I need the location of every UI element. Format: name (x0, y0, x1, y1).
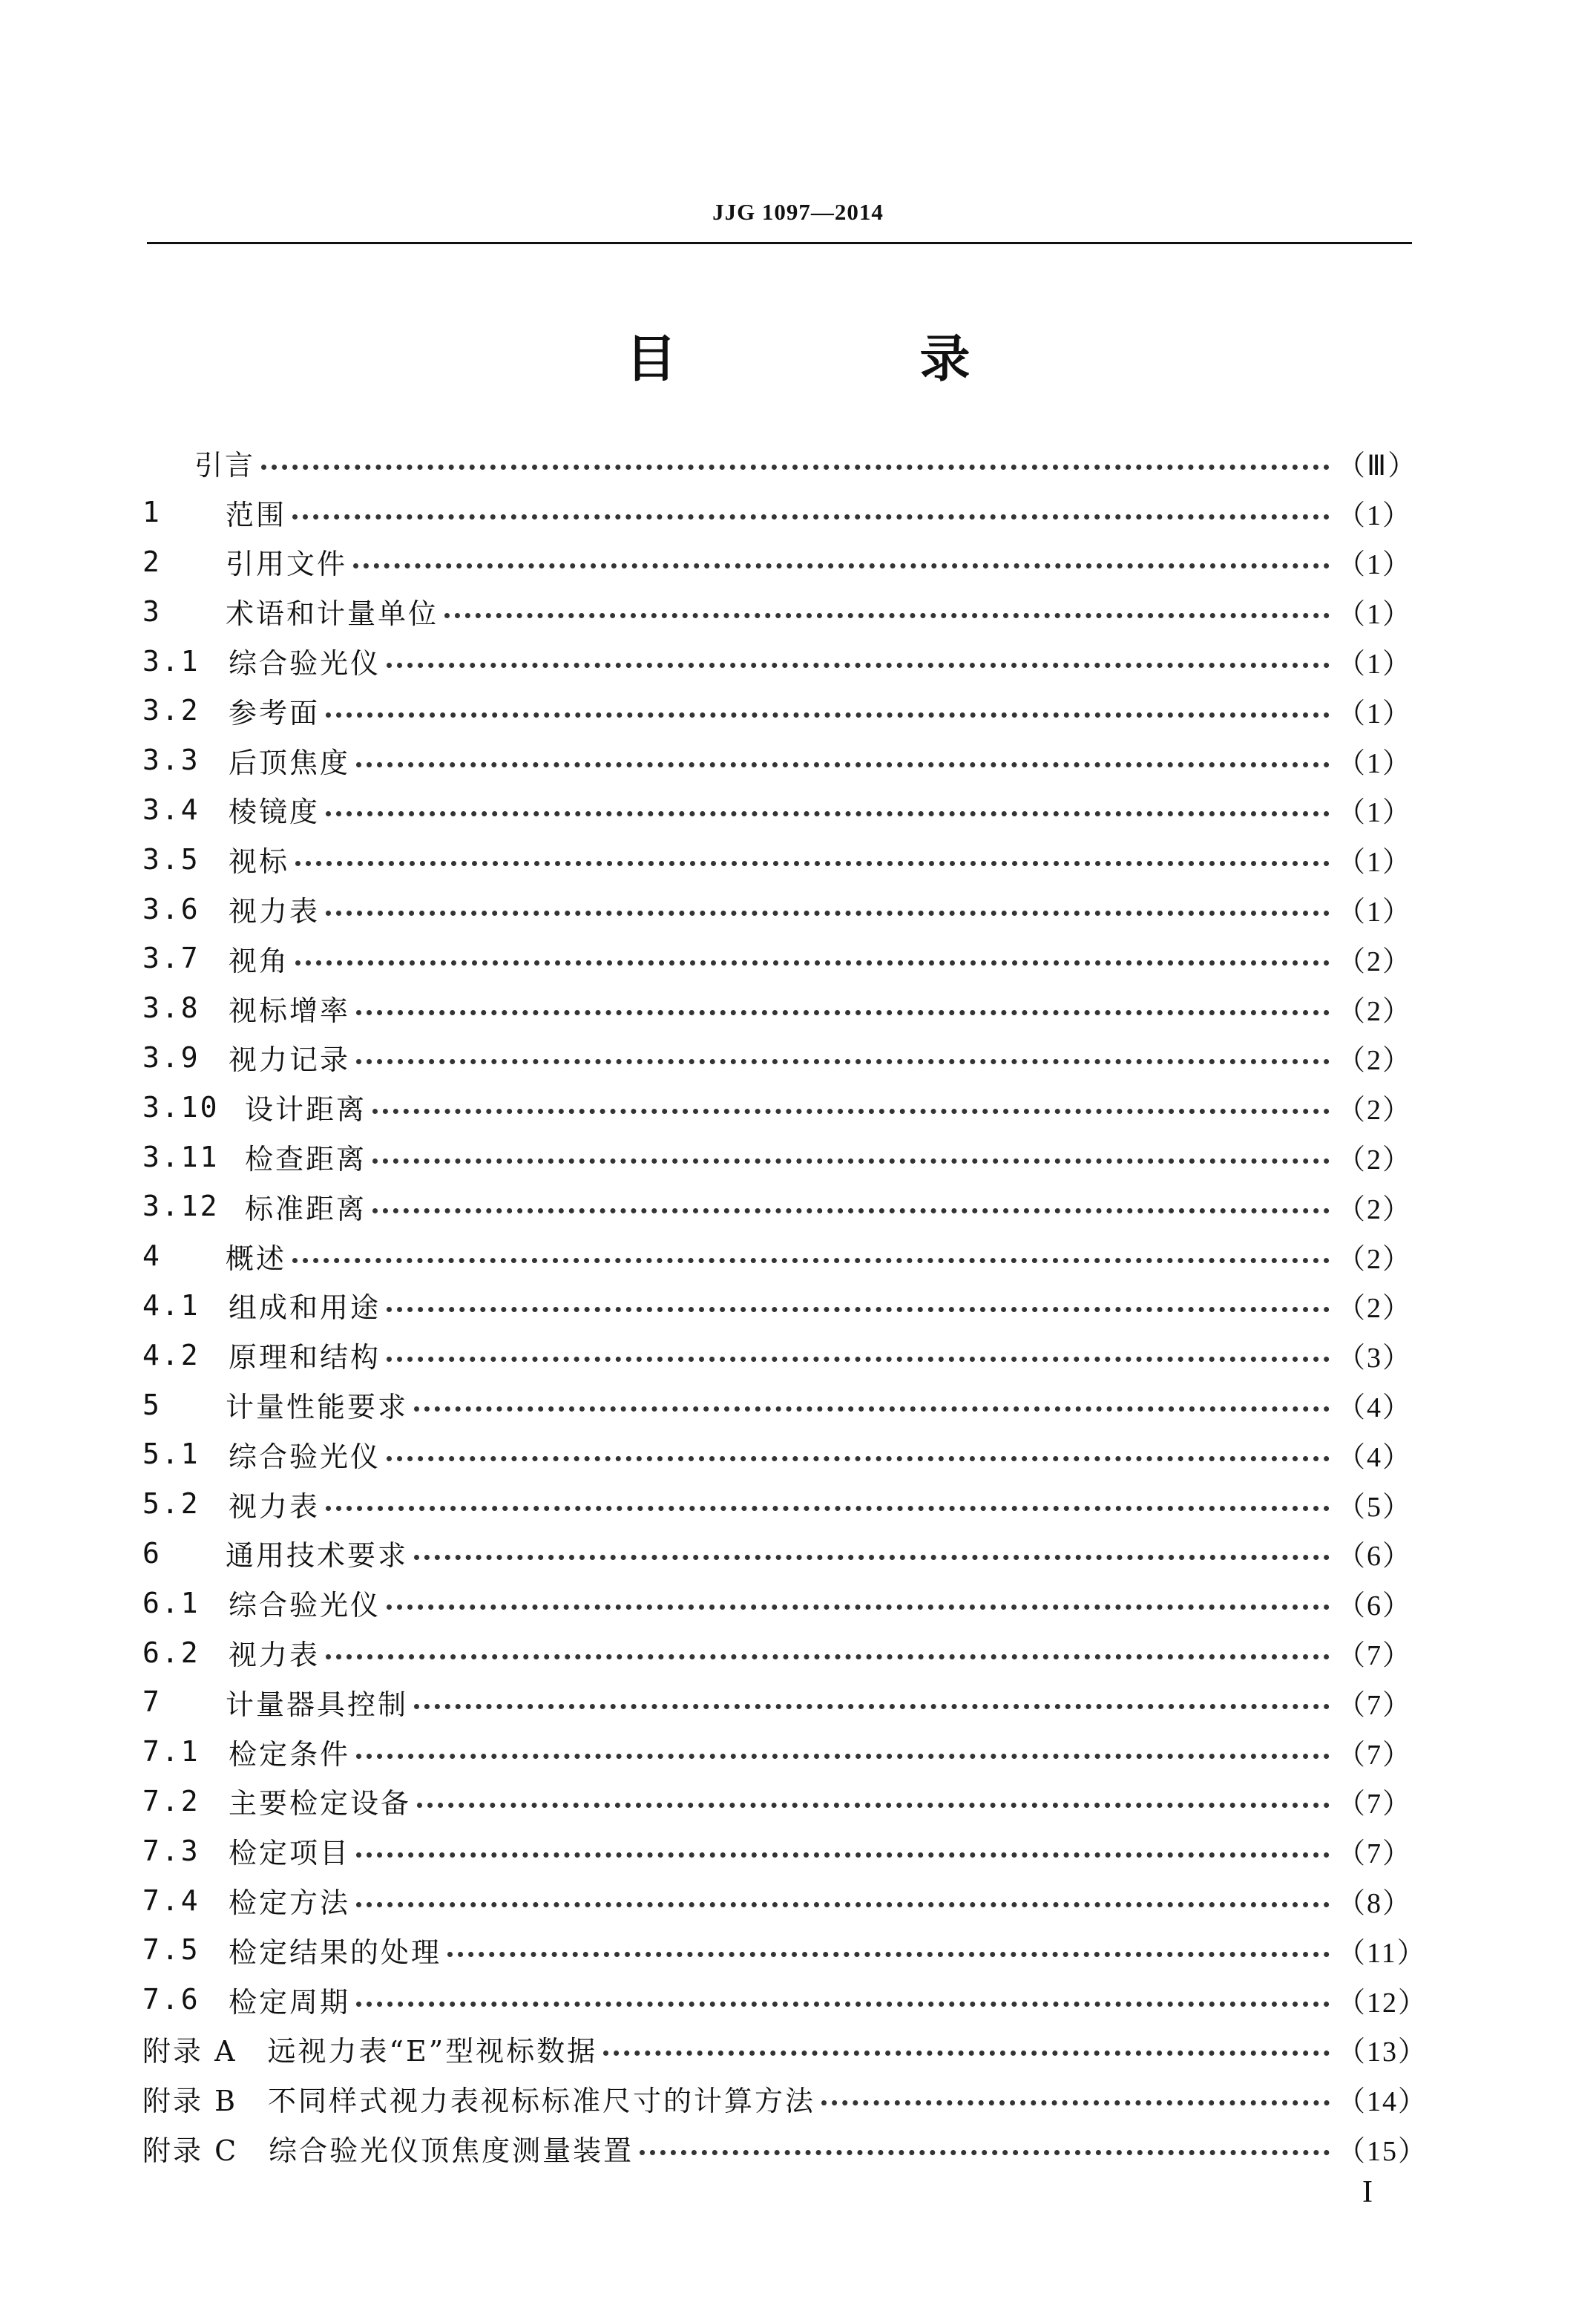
toc-dot-leader (372, 1158, 1330, 1164)
toc-entry-number: 1 (142, 496, 162, 529)
toc-entry-label: 组成和用途 (229, 1291, 381, 1325)
toc-entry-page: （7） (1337, 1789, 1413, 1820)
toc-entry-label: 附录 A 远视力表“E”型视标数据 (142, 2035, 598, 2068)
toc-entry-label: 计量性能要求 (226, 1391, 409, 1424)
toc-entry[interactable] (142, 1777, 1411, 1826)
toc-entry-number: 5 (142, 1388, 162, 1421)
toc-entry-number: 7.6 (142, 1983, 200, 2016)
header-rule (147, 242, 1412, 244)
toc-entry-page: （2） (1337, 1243, 1413, 1275)
toc-entry[interactable] (142, 1132, 1411, 1181)
toc-dot-leader (292, 514, 1330, 519)
toc-entry[interactable] (142, 1380, 1411, 1429)
toc-entry-page: （2） (1337, 1144, 1413, 1176)
toc-entry-label: 检定项目 (229, 1837, 351, 1870)
toc-entry-page: （2） (1337, 995, 1413, 1027)
toc-entry-number: 4.2 (142, 1338, 200, 1371)
toc-entry-number: 3.2 (142, 694, 200, 727)
toc-entry-label: 综合验光仪 (229, 647, 381, 681)
toc-entry[interactable] (142, 983, 1411, 1033)
toc-entry-page: （1） (1337, 698, 1413, 730)
toc-entry[interactable] (142, 2025, 1428, 2074)
toc-entry-page: （1） (1337, 797, 1413, 829)
toc-entry[interactable] (142, 1281, 1411, 1331)
toc-entry-page: （1） (1337, 897, 1413, 928)
toc-entry-label: 引用文件 (226, 548, 348, 581)
toc-entry-label: 通用技术要求 (226, 1539, 409, 1573)
toc-entry-number: 7.3 (142, 1834, 200, 1867)
toc-entry-page: （1） (1337, 549, 1413, 581)
toc-entry-number: 7.2 (142, 1784, 200, 1818)
toc-entry-number: 6 (142, 1536, 162, 1570)
toc-entry-page: （15） (1337, 2135, 1428, 2167)
toc-dot-leader (356, 1059, 1330, 1064)
toc-dot-leader (387, 1307, 1330, 1312)
toc-dot-leader (356, 1902, 1330, 1907)
toc-entry-page: （1） (1337, 747, 1413, 779)
toc-entry-label: 视力表 (229, 1639, 321, 1672)
toc-dot-leader (387, 1605, 1330, 1610)
toc-entry-page: （8） (1337, 1888, 1413, 1919)
toc-entry-page: （6） (1337, 1590, 1413, 1622)
toc-entry-page: （13） (1337, 2036, 1428, 2068)
toc-entry-page: （12） (1337, 1987, 1428, 2019)
toc-entry-page: （7） (1337, 1838, 1413, 1870)
toc-entry-page: （4） (1337, 1392, 1413, 1424)
toc-dot-leader (444, 613, 1330, 618)
toc-dot-leader (295, 960, 1330, 966)
toc-dot-leader (821, 2100, 1330, 2105)
toc-entry-page: （2） (1337, 1045, 1413, 1077)
toc-entry-number: 3.9 (142, 1040, 200, 1074)
toc-entry-number: 3.5 (142, 842, 200, 876)
toc-entry[interactable] (142, 1727, 1411, 1777)
toc-entry-number: 4.1 (142, 1288, 200, 1322)
toc-dot-leader (356, 2002, 1330, 2007)
toc-entry-page: （3） (1337, 1343, 1413, 1374)
toc-entry-label: 检定结果的处理 (229, 1936, 442, 1969)
toc-entry-number: 3.3 (142, 744, 200, 777)
toc-entry-number: 3.8 (142, 992, 200, 1025)
toc-entry[interactable] (142, 1578, 1411, 1628)
toc-dot-leader (326, 1654, 1330, 1659)
toc-entry-page: （2） (1337, 945, 1413, 977)
toc-dot-leader (417, 1803, 1330, 1808)
toc-entry[interactable] (142, 586, 1411, 636)
toc-entry-page: （2） (1337, 1293, 1413, 1325)
toc-entry-label: 视力记录 (229, 1043, 351, 1077)
toc-entry-page: （2） (1337, 1095, 1413, 1127)
toc-entry-number: 5.2 (142, 1487, 200, 1521)
toc-dot-leader (414, 1406, 1330, 1412)
toc-dot-leader (640, 2150, 1330, 2155)
toc-entry-label: 范围 (226, 498, 287, 531)
toc-entry-number: 3.4 (142, 793, 200, 826)
toc-dot-leader (414, 1555, 1330, 1560)
toc-dot-leader (356, 762, 1330, 767)
toc-entry-label: 检定条件 (229, 1737, 351, 1771)
toc-entry[interactable] (142, 1231, 1411, 1281)
toc-entry[interactable] (142, 686, 1411, 735)
toc-entry[interactable] (142, 1826, 1411, 1875)
table-of-contents (142, 438, 1428, 2173)
toc-entry-label: 综合验光仪 (229, 1440, 381, 1473)
toc-entry-page: （14） (1337, 2086, 1428, 2118)
toc-dot-leader (292, 1258, 1330, 1263)
toc-entry-number: 6.1 (142, 1586, 200, 1619)
toc-entry-label: 视力表 (229, 1489, 321, 1523)
toc-entry-label: 视角 (229, 944, 290, 977)
toc-dot-leader (261, 465, 1330, 470)
toc-entry[interactable] (142, 1975, 1428, 2025)
toc-dot-leader (326, 811, 1330, 816)
toc-entry-number: 3.10 (142, 1090, 220, 1124)
toc-dot-leader (372, 1109, 1330, 1114)
toc-entry-label: 术语和计量单位 (226, 597, 439, 631)
toc-entry-number: 7.4 (142, 1884, 200, 1917)
toc-dot-leader (356, 1754, 1330, 1759)
toc-entry-number: 7.5 (142, 1933, 200, 1967)
toc-entry-page: （4） (1337, 1441, 1413, 1473)
toc-entry[interactable] (142, 537, 1411, 587)
toc-entry-page: （6） (1337, 1541, 1413, 1573)
toc-entry[interactable] (142, 1628, 1411, 1677)
toc-entry-number: 3.11 (142, 1140, 220, 1173)
toc-entry-number: 5.1 (142, 1438, 200, 1471)
toc-dot-leader (372, 1208, 1330, 1213)
toc-entry-label: 检定周期 (229, 1985, 351, 2019)
toc-entry-label: 设计距离 (245, 1093, 367, 1127)
toc-entry[interactable] (142, 1529, 1411, 1579)
toc-entry-label: 引言 (194, 448, 256, 482)
toc-entry-number: 3.7 (142, 942, 200, 975)
toc-entry-number: 3 (142, 594, 162, 628)
toc-entry-page: （Ⅲ） (1337, 450, 1418, 482)
toc-entry[interactable] (142, 1181, 1411, 1231)
toc-dot-leader (356, 1852, 1330, 1858)
toc-entry-page: （5） (1337, 1491, 1413, 1523)
toc-entry-label: 参考面 (229, 696, 321, 730)
toc-entry-number: 2 (142, 545, 162, 578)
toc-entry[interactable] (142, 1429, 1411, 1479)
toc-entry-number: 3.6 (142, 892, 200, 925)
toc-entry[interactable] (142, 785, 1411, 835)
toc-entry-number: 4 (142, 1239, 162, 1273)
toc-entry[interactable] (142, 834, 1411, 884)
toc-dot-leader (387, 663, 1330, 668)
toc-entry[interactable] (142, 636, 1411, 686)
toc-entry-number: 7 (142, 1685, 162, 1719)
toc-entry-label: 检定方法 (229, 1887, 351, 1919)
toc-entry-label: 附录 B 不同样式视力表视标标准尺寸的计算方法 (142, 2085, 816, 2118)
toc-entry[interactable] (142, 1479, 1411, 1529)
toc-entry-label: 原理和结构 (229, 1341, 381, 1374)
toc-entry-label: 视标 (229, 845, 290, 879)
toc-entry[interactable] (142, 1330, 1411, 1380)
toc-entry[interactable] (142, 2074, 1428, 2123)
toc-entry[interactable] (142, 1875, 1411, 1925)
toc-dot-leader (356, 1010, 1330, 1015)
toc-entry-label: 主要检定设备 (229, 1787, 412, 1820)
toc-entry-label: 概述 (226, 1242, 287, 1275)
toc-dot-leader (326, 1506, 1330, 1511)
page-title: 目 录 (625, 330, 1067, 389)
toc-dot-leader (326, 911, 1330, 916)
toc-entry[interactable] (142, 2123, 1428, 2173)
toc-entry-number: 3.1 (142, 644, 200, 678)
toc-dot-leader (387, 1456, 1330, 1461)
toc-entry-page: （2） (1337, 1193, 1413, 1225)
toc-entry-label: 视力表 (229, 895, 321, 928)
toc-entry-label: 后顶焦度 (229, 746, 351, 779)
toc-entry-page: （1） (1337, 599, 1413, 631)
toc-entry-page: （11） (1337, 1937, 1427, 1969)
toc-entry[interactable] (142, 1677, 1411, 1727)
toc-dot-leader (603, 2051, 1330, 2056)
toc-entry-label: 标准距离 (245, 1192, 367, 1225)
toc-entry[interactable] (142, 1925, 1427, 1975)
toc-entry-page: （1） (1337, 499, 1413, 531)
toc-entry-page: （7） (1337, 1739, 1413, 1771)
toc-dot-leader (414, 1704, 1330, 1709)
page-number: I (1362, 2175, 1373, 2209)
toc-entry-page: （1） (1337, 847, 1413, 879)
document-code-header: JJG 1097—2014 (712, 199, 884, 225)
toc-dot-leader (295, 861, 1330, 866)
toc-entry-label: 综合验光仪 (229, 1589, 381, 1622)
toc-dot-leader (353, 563, 1330, 568)
toc-entry-number: 6.2 (142, 1636, 200, 1669)
toc-entry-page: （1） (1337, 649, 1413, 681)
toc-entry-label: 棱镜度 (229, 796, 321, 829)
toc-entry[interactable] (142, 934, 1411, 983)
toc-entry[interactable] (142, 488, 1411, 537)
toc-entry[interactable] (142, 735, 1411, 785)
toc-entry-label: 检查距离 (245, 1143, 367, 1176)
toc-entry[interactable] (142, 1033, 1411, 1083)
toc-entry-label: 视标增率 (229, 994, 351, 1027)
toc-entry-number: 7.1 (142, 1735, 200, 1769)
toc-entry-label: 计量器具控制 (226, 1688, 409, 1721)
toc-entry[interactable] (142, 884, 1411, 934)
toc-entry-page: （7） (1337, 1640, 1413, 1672)
toc-entry-label: 附录 C 综合验光仪顶焦度测量装置 (142, 2134, 634, 2167)
toc-dot-leader (326, 712, 1330, 718)
toc-dot-leader (447, 1952, 1330, 1957)
toc-entry[interactable] (142, 438, 1418, 488)
toc-dot-leader (387, 1357, 1330, 1362)
toc-entry-number: 3.12 (142, 1190, 220, 1223)
toc-entry-page: （7） (1337, 1689, 1413, 1721)
toc-entry[interactable] (142, 1082, 1411, 1132)
